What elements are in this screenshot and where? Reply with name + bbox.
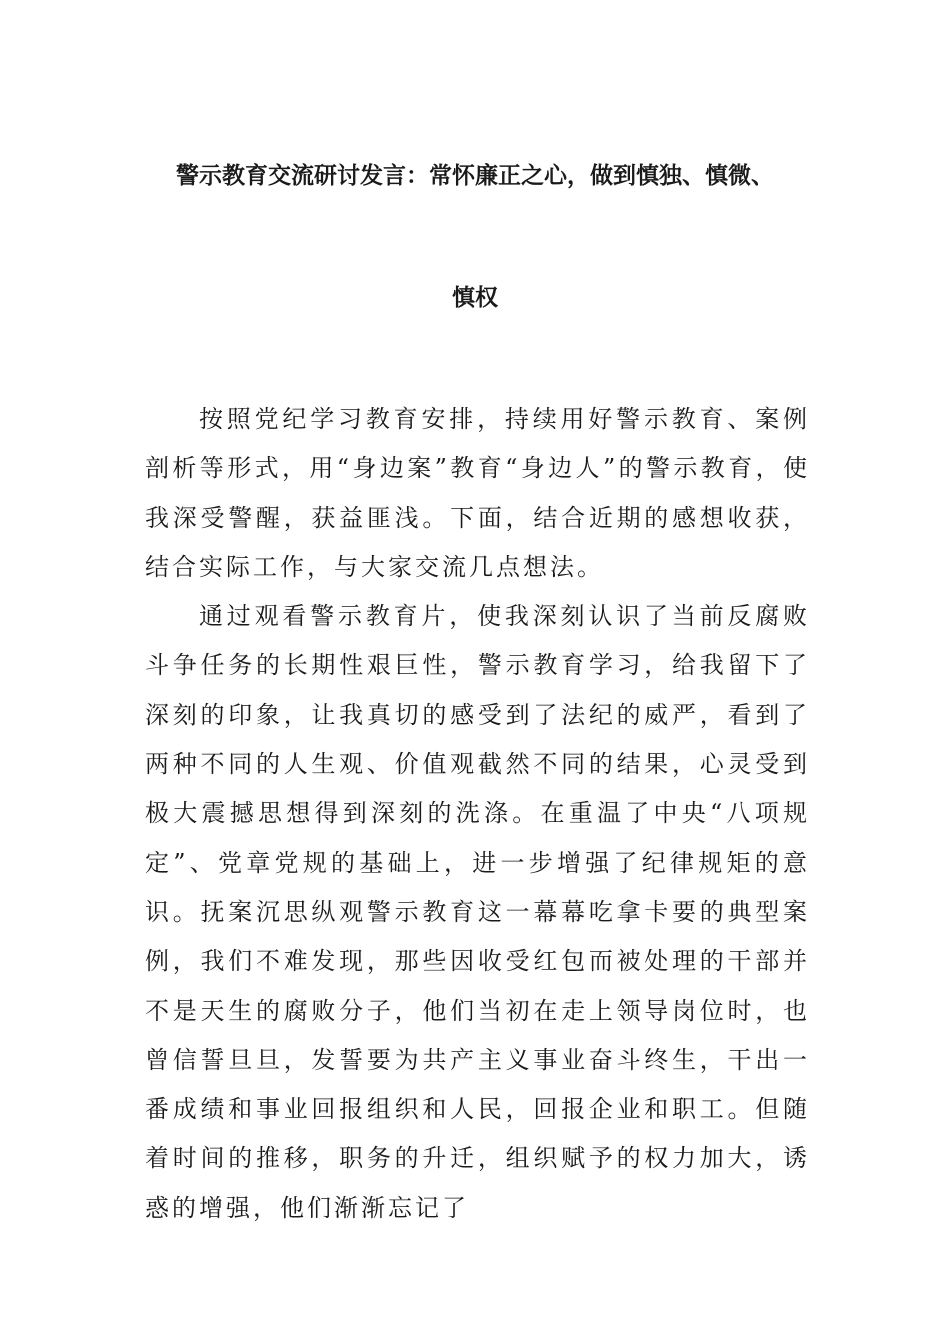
document-title-line-1: 警示教育交流研讨发言：常怀廉正之心，做到慎独、慎微、 xyxy=(176,162,774,189)
body-paragraph-1: 按照党纪学习教育安排，持续用好警示教育、案例剖析等形式，用“身边案”教育“身边人”的警示教育，使我深受警醒，获益匪浅。下面，结合近期的感想收获，结合实际工作，与大家交流几点想法。 xyxy=(145,405,810,581)
body-paragraph-2: 通过观看警示教育片，使我深刻认识了当前反腐败斗争任务的长期性艰巨性，警示教育学习，给我留下了深刻的印象，让我真切的感受到了法纪的威严，看到了两种不同的人生观、价值观截然不同的结果，心灵受到极大震撼思想得到深刻的洗涤。在重温了中央“八项规定”、党章党规的基础上，进一步增强了纪律规矩的意识。抚案沉思纵观警示教育这一幕幕吃拿卡要的典型案例，我们不难发现，那些因收受红包而被处理的干部并不是天生的腐败分子，他们当初在走上领导岗位时，也曾信誓旦旦，发誓要为共产主义事业奋斗终生，干出一番成绩和事业回报组织和人民，回报企业和职工。但随着时间的推移，职务的升迁，组织赋予的权力加大，诱惑的增强，他们渐渐忘记了 xyxy=(145,602,810,1222)
document-body xyxy=(145,395,810,1233)
document-title-line-2: 慎权 xyxy=(452,284,498,311)
